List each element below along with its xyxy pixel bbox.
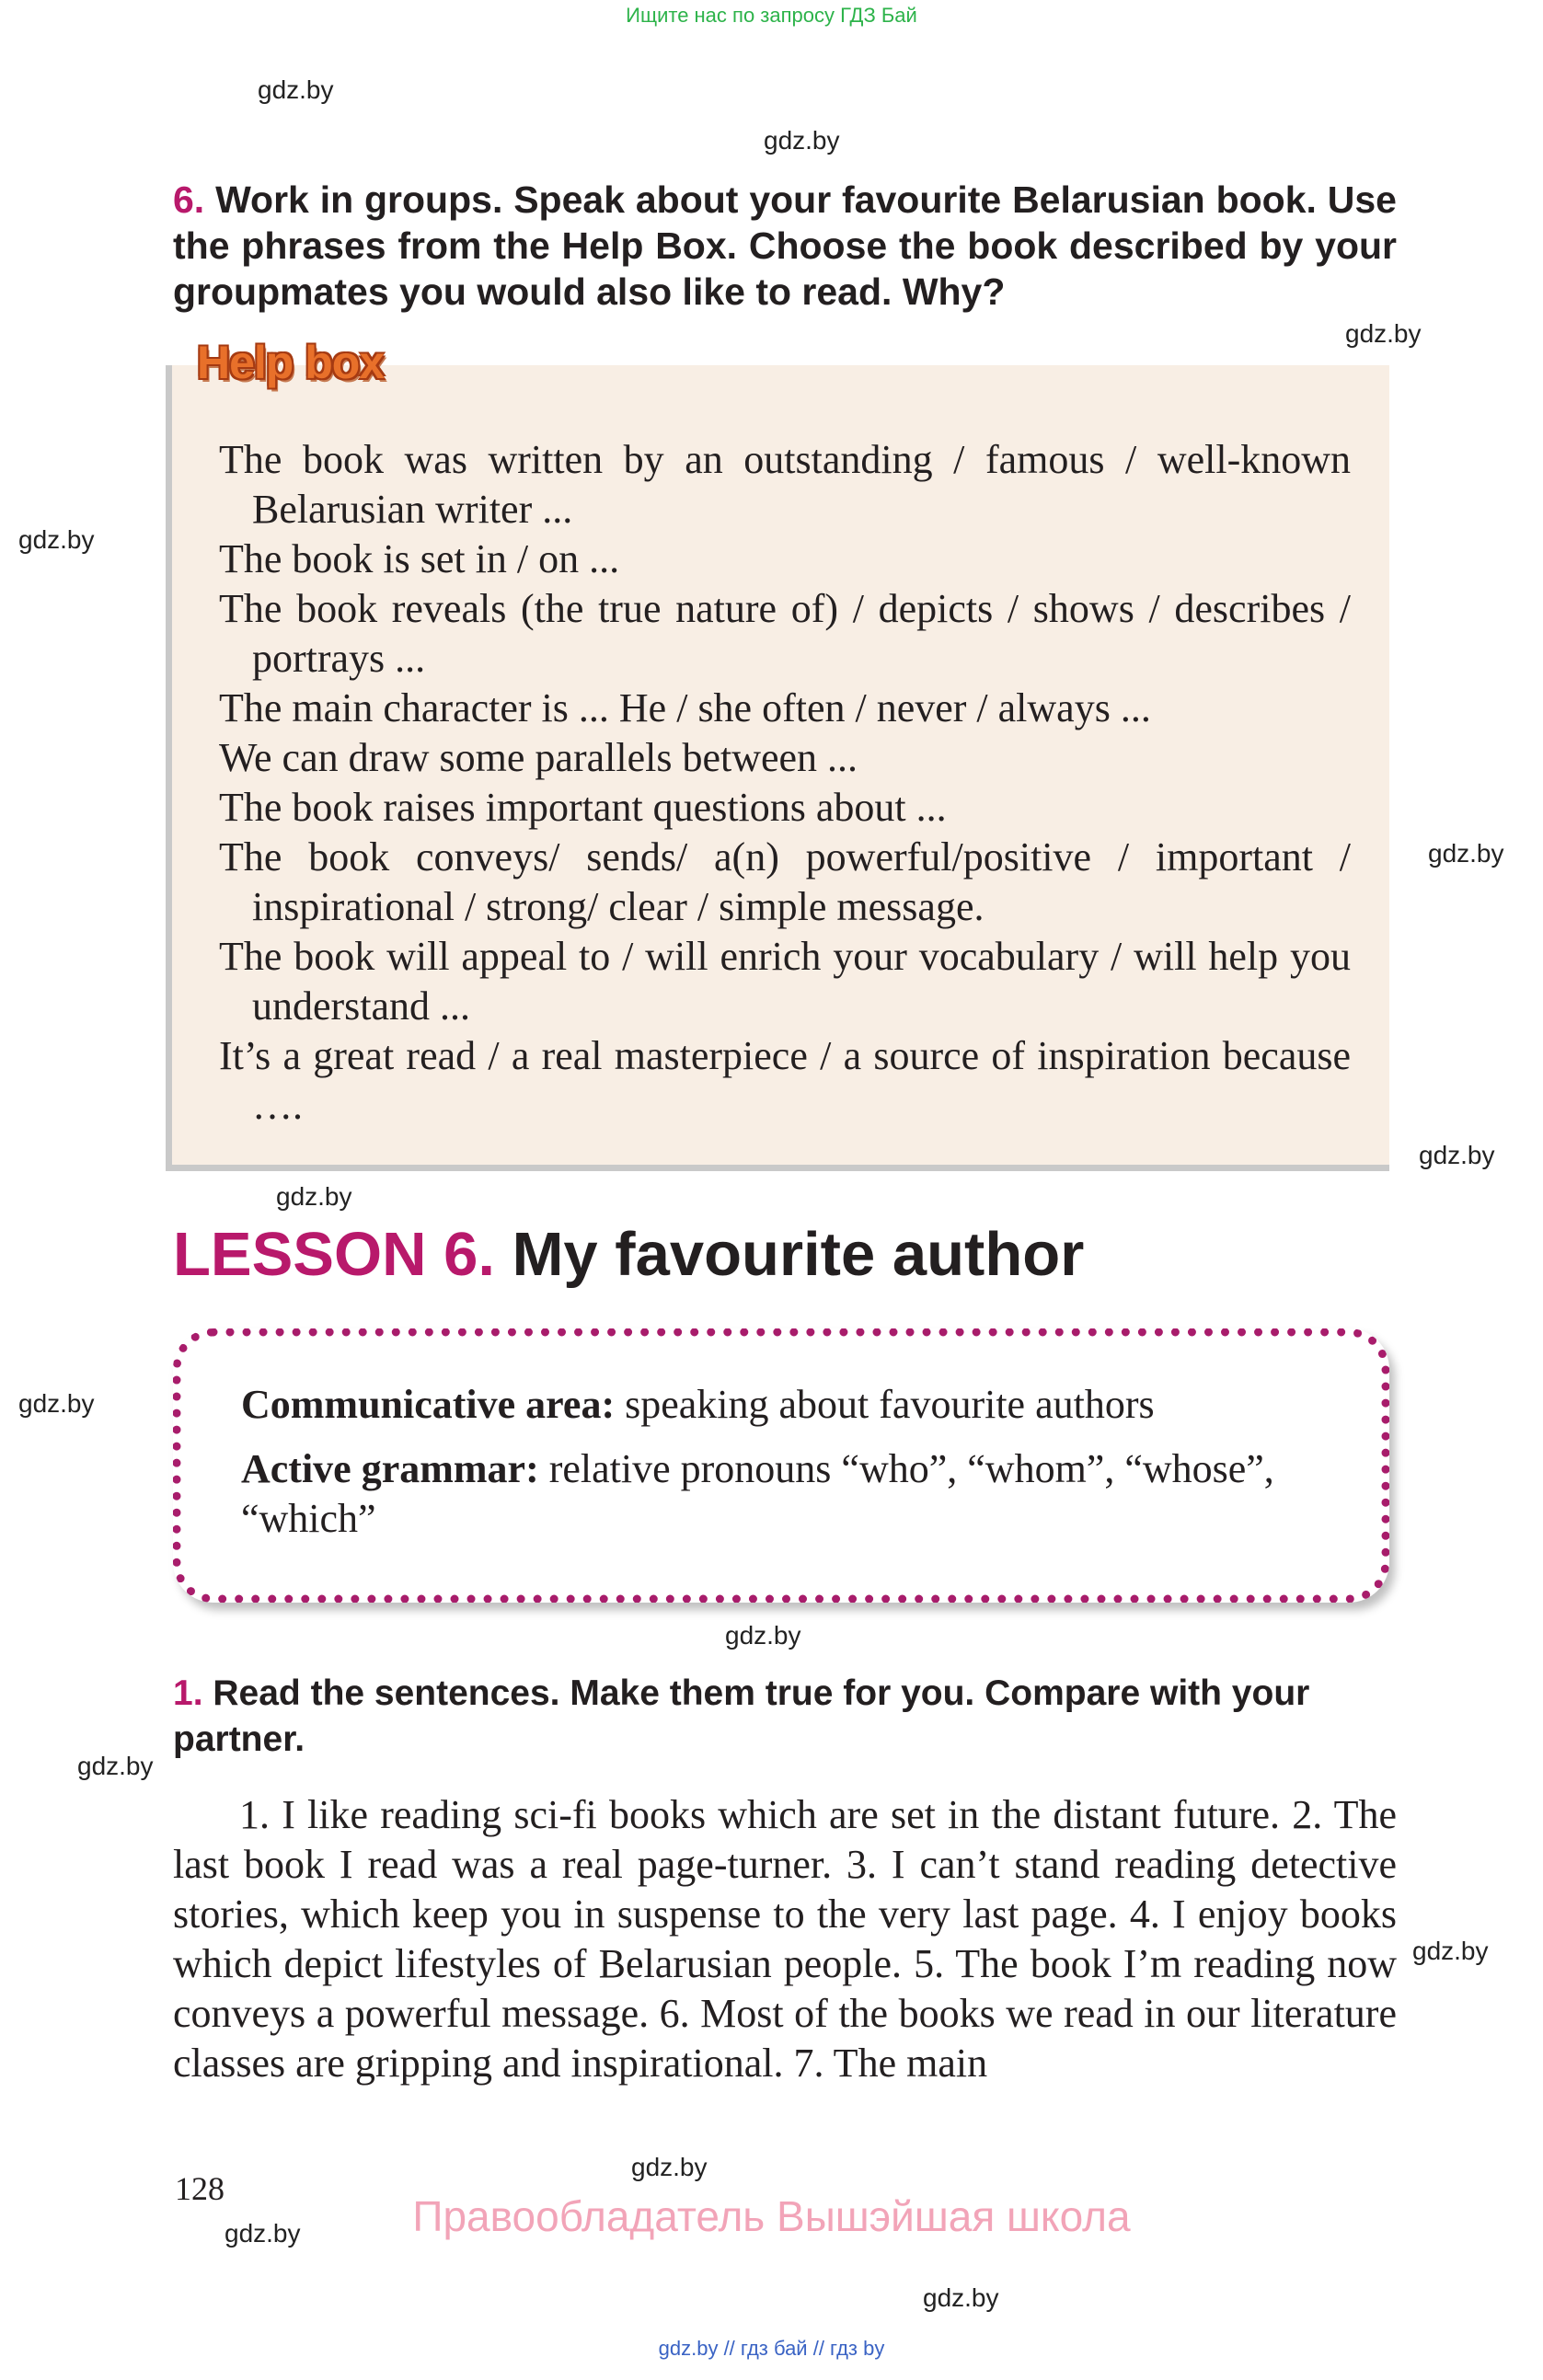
objectives-text	[241, 1380, 1345, 1558]
watermark: gdz.by	[764, 126, 840, 155]
task-number: 6.	[173, 178, 205, 221]
task-6-instruction	[173, 177, 1397, 315]
watermark: gdz.by	[1412, 1937, 1489, 1965]
help-box-phrase: The main character is ... He / she often / never / always ...	[219, 685, 1151, 730]
help-box-phrases	[219, 435, 1351, 1131]
watermark: gdz.by	[1345, 319, 1422, 348]
help-box-phrase: It’s a great read / a real masterpiece / a source of inspiration because ….	[219, 1033, 1351, 1128]
communicative-area-value: speaking about favourite authors	[625, 1382, 1155, 1427]
task-number: 1.	[173, 1673, 203, 1713]
active-grammar-label: Active grammar:	[241, 1446, 539, 1491]
help-box-phrase: The book raises important questions about ...	[219, 785, 947, 830]
help-box-phrase: The book is set in / on ...	[219, 536, 620, 581]
help-box-phrase: The book reveals (the true nature of) / depicts / shows / describes / portrays ...	[219, 586, 1351, 681]
watermark: gdz.by	[725, 1621, 801, 1650]
watermark: gdz.by	[1419, 1141, 1495, 1169]
watermark: gdz.by	[18, 1389, 95, 1418]
help-box-phrase: The book will appeal to / will enrich your vocabulary / will help you understand ...	[219, 934, 1351, 1029]
lesson-number: LESSON 6.	[173, 1220, 495, 1289]
watermark: gdz.by	[631, 2153, 708, 2181]
lesson-title: My favourite author	[512, 1220, 1085, 1289]
lesson-heading	[173, 1219, 1084, 1290]
watermark: gdz.by	[225, 2219, 301, 2248]
page-number: 128	[175, 2170, 225, 2207]
watermark: gdz.by	[276, 1182, 352, 1211]
help-box-title: Help box	[197, 337, 385, 388]
top-banner[interactable]: Ищите нас по запросу ГДЗ Бай	[626, 4, 917, 27]
active-grammar	[241, 1444, 1345, 1544]
watermark: gdz.by	[77, 1752, 154, 1780]
copyright-notice: Правообладатель Вышэйшая школа	[412, 2192, 1131, 2240]
help-box-phrase: The book conveys/ sends/ a(n) powerful/positive / important / inspirational / strong/ clear / simple message.	[219, 834, 1351, 929]
communicative-area-label: Communicative area:	[241, 1382, 616, 1427]
task-text: Work in groups. Speak about your favourite Belarusian book. Use the phrases from the Help Box. Choose the book described by your groupmates you would also like to read. Why?	[173, 178, 1397, 313]
task-text: Read the sentences. Make them true for you. Compare with your partner.	[173, 1673, 1310, 1759]
footer-links[interactable]: gdz.by // гдз бай // гдз by	[658, 2337, 885, 2360]
help-box-phrase: We can draw some parallels between ...	[219, 735, 858, 780]
communicative-area	[241, 1380, 1345, 1430]
watermark: gdz.by	[258, 75, 334, 104]
task-1-instruction	[173, 1671, 1397, 1763]
watermark: gdz.by	[1428, 839, 1504, 868]
watermark: gdz.by	[18, 525, 95, 554]
reading-sentences: 1. I like reading sci-fi books which are set in the distant future. 2. The last book I read was a real page-turner. 3. I can’t stand reading detective stories, which keep you in suspense to the very last page. 4. I enjoy books which depict lifestyles of Belarusian people. 5. The book I’m reading now conveys a powerful message. 6. Most of the books we read in our literature classes are gripping and inspirational. 7. The main	[173, 1792, 1397, 2086]
active-grammar-value: relative pronouns “who”, “whom”, “whose”, “which”	[241, 1446, 1274, 1541]
help-box-phrase: The book was written by an outstanding / famous / well-known Belarusian writer ...	[219, 437, 1351, 532]
watermark: gdz.by	[923, 2283, 999, 2312]
